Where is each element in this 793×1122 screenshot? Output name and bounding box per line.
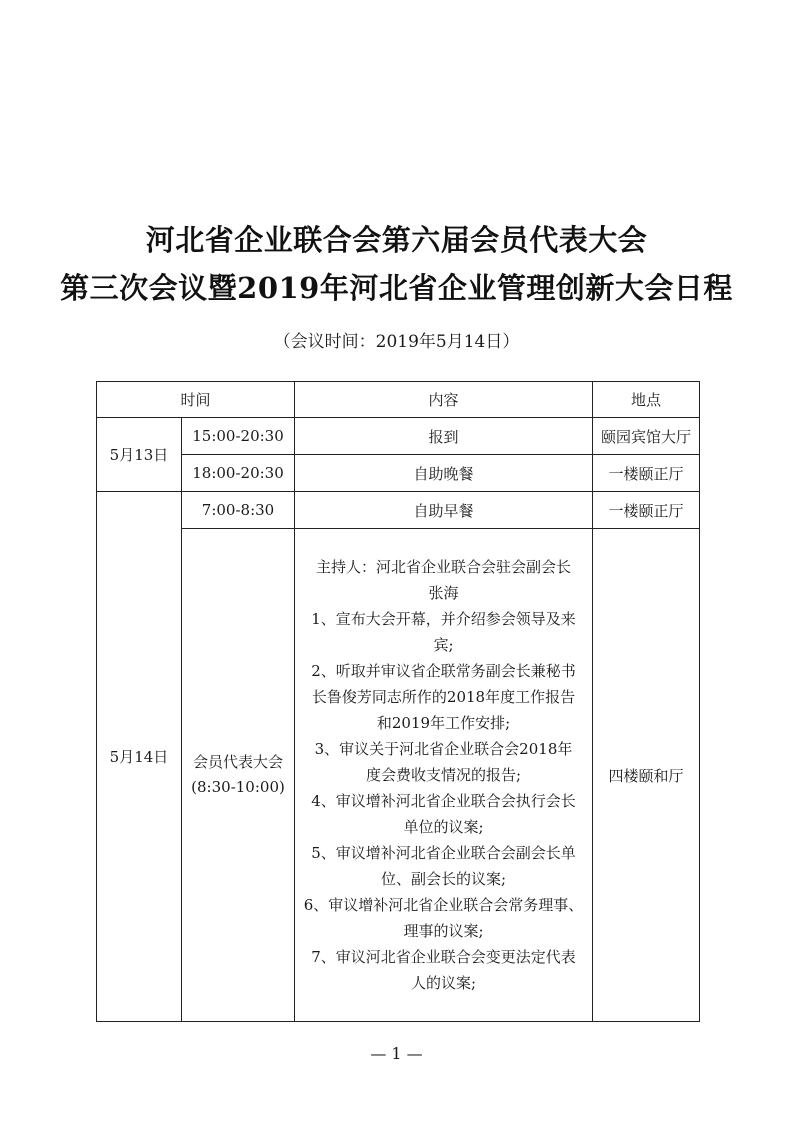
table-row [97,455,700,492]
agenda-line: 主持人：河北省企业联合会驻会副会长 [316,558,572,576]
agenda-line: 度会费收支情况的报告; [365,766,522,784]
agenda-line: 5、审议增补河北省企业联合会副会长单 [311,844,576,862]
agenda-line: 1、宣布大会开幕，并介绍参会领导及来 [311,610,576,628]
agenda-line: 张海 [428,584,459,602]
table-row [97,492,700,529]
content-cell: 报到 [295,418,593,455]
header-content: 内容 [295,382,593,418]
agenda-line: 单位的议案; [403,818,484,836]
table-row-session [97,529,700,1022]
time-cell: 7:00-8:30 [182,492,295,529]
schedule-table [96,381,700,1022]
document-title-line2: 第三次会议暨2019年河北省企业管理创新大会日程 [60,271,733,305]
session-time: (8:30-10:00) [191,778,285,796]
page-number: — 1 — [370,1044,423,1063]
agenda-line: 2、听取并审议省企联常务副会长兼秘书 [311,662,576,680]
agenda-line: 长鲁俊芳同志所作的2018年度工作报告 [311,688,576,706]
time-cell: 18:00-20:30 [182,455,295,492]
agenda-line: 和2019年工作安排; [376,714,511,732]
agenda-line: 理事的议案; [403,922,484,940]
date-cell-day1: 5月13日 [97,418,182,492]
agenda-line: 6、审议增补河北省企业联合会常务理事、 [303,896,584,914]
agenda-line: 4、审议增补河北省企业联合会执行会长 [311,792,576,810]
session-name: 会员代表大会 [193,753,284,771]
agenda-line: 位、副会长的议案; [380,870,507,888]
date-cell-day2: 5月14日 [97,492,182,1022]
agenda-line: 7、审议河北省企业联合会变更法定代表 [311,948,576,966]
header-time: 时间 [97,382,295,418]
session-time-cell [182,529,295,1022]
agenda-cell [295,529,593,1022]
session-place-cell: 四楼颐和厅 [593,529,700,1022]
document-title-line1: 河北省企业联合会第六届会员代表大会 [145,223,648,257]
place-cell: 一楼颐正厅 [593,492,700,529]
time-cell: 15:00-20:30 [182,418,295,455]
agenda-line: 人的议案; [410,974,477,992]
header-place: 地点 [593,382,700,418]
place-cell: 颐园宾馆大厅 [593,418,700,455]
agenda-line: 宾; [433,636,454,654]
place-cell: 一楼颐正厅 [593,455,700,492]
table-row [97,418,700,455]
content-cell: 自助晚餐 [295,455,593,492]
meeting-date-subtitle: （会议时间：2019年5月14日） [273,332,520,352]
agenda-line: 3、审议关于河北省企业联合会2018年 [314,740,573,758]
table-header-row [97,382,700,418]
content-cell: 自助早餐 [295,492,593,529]
